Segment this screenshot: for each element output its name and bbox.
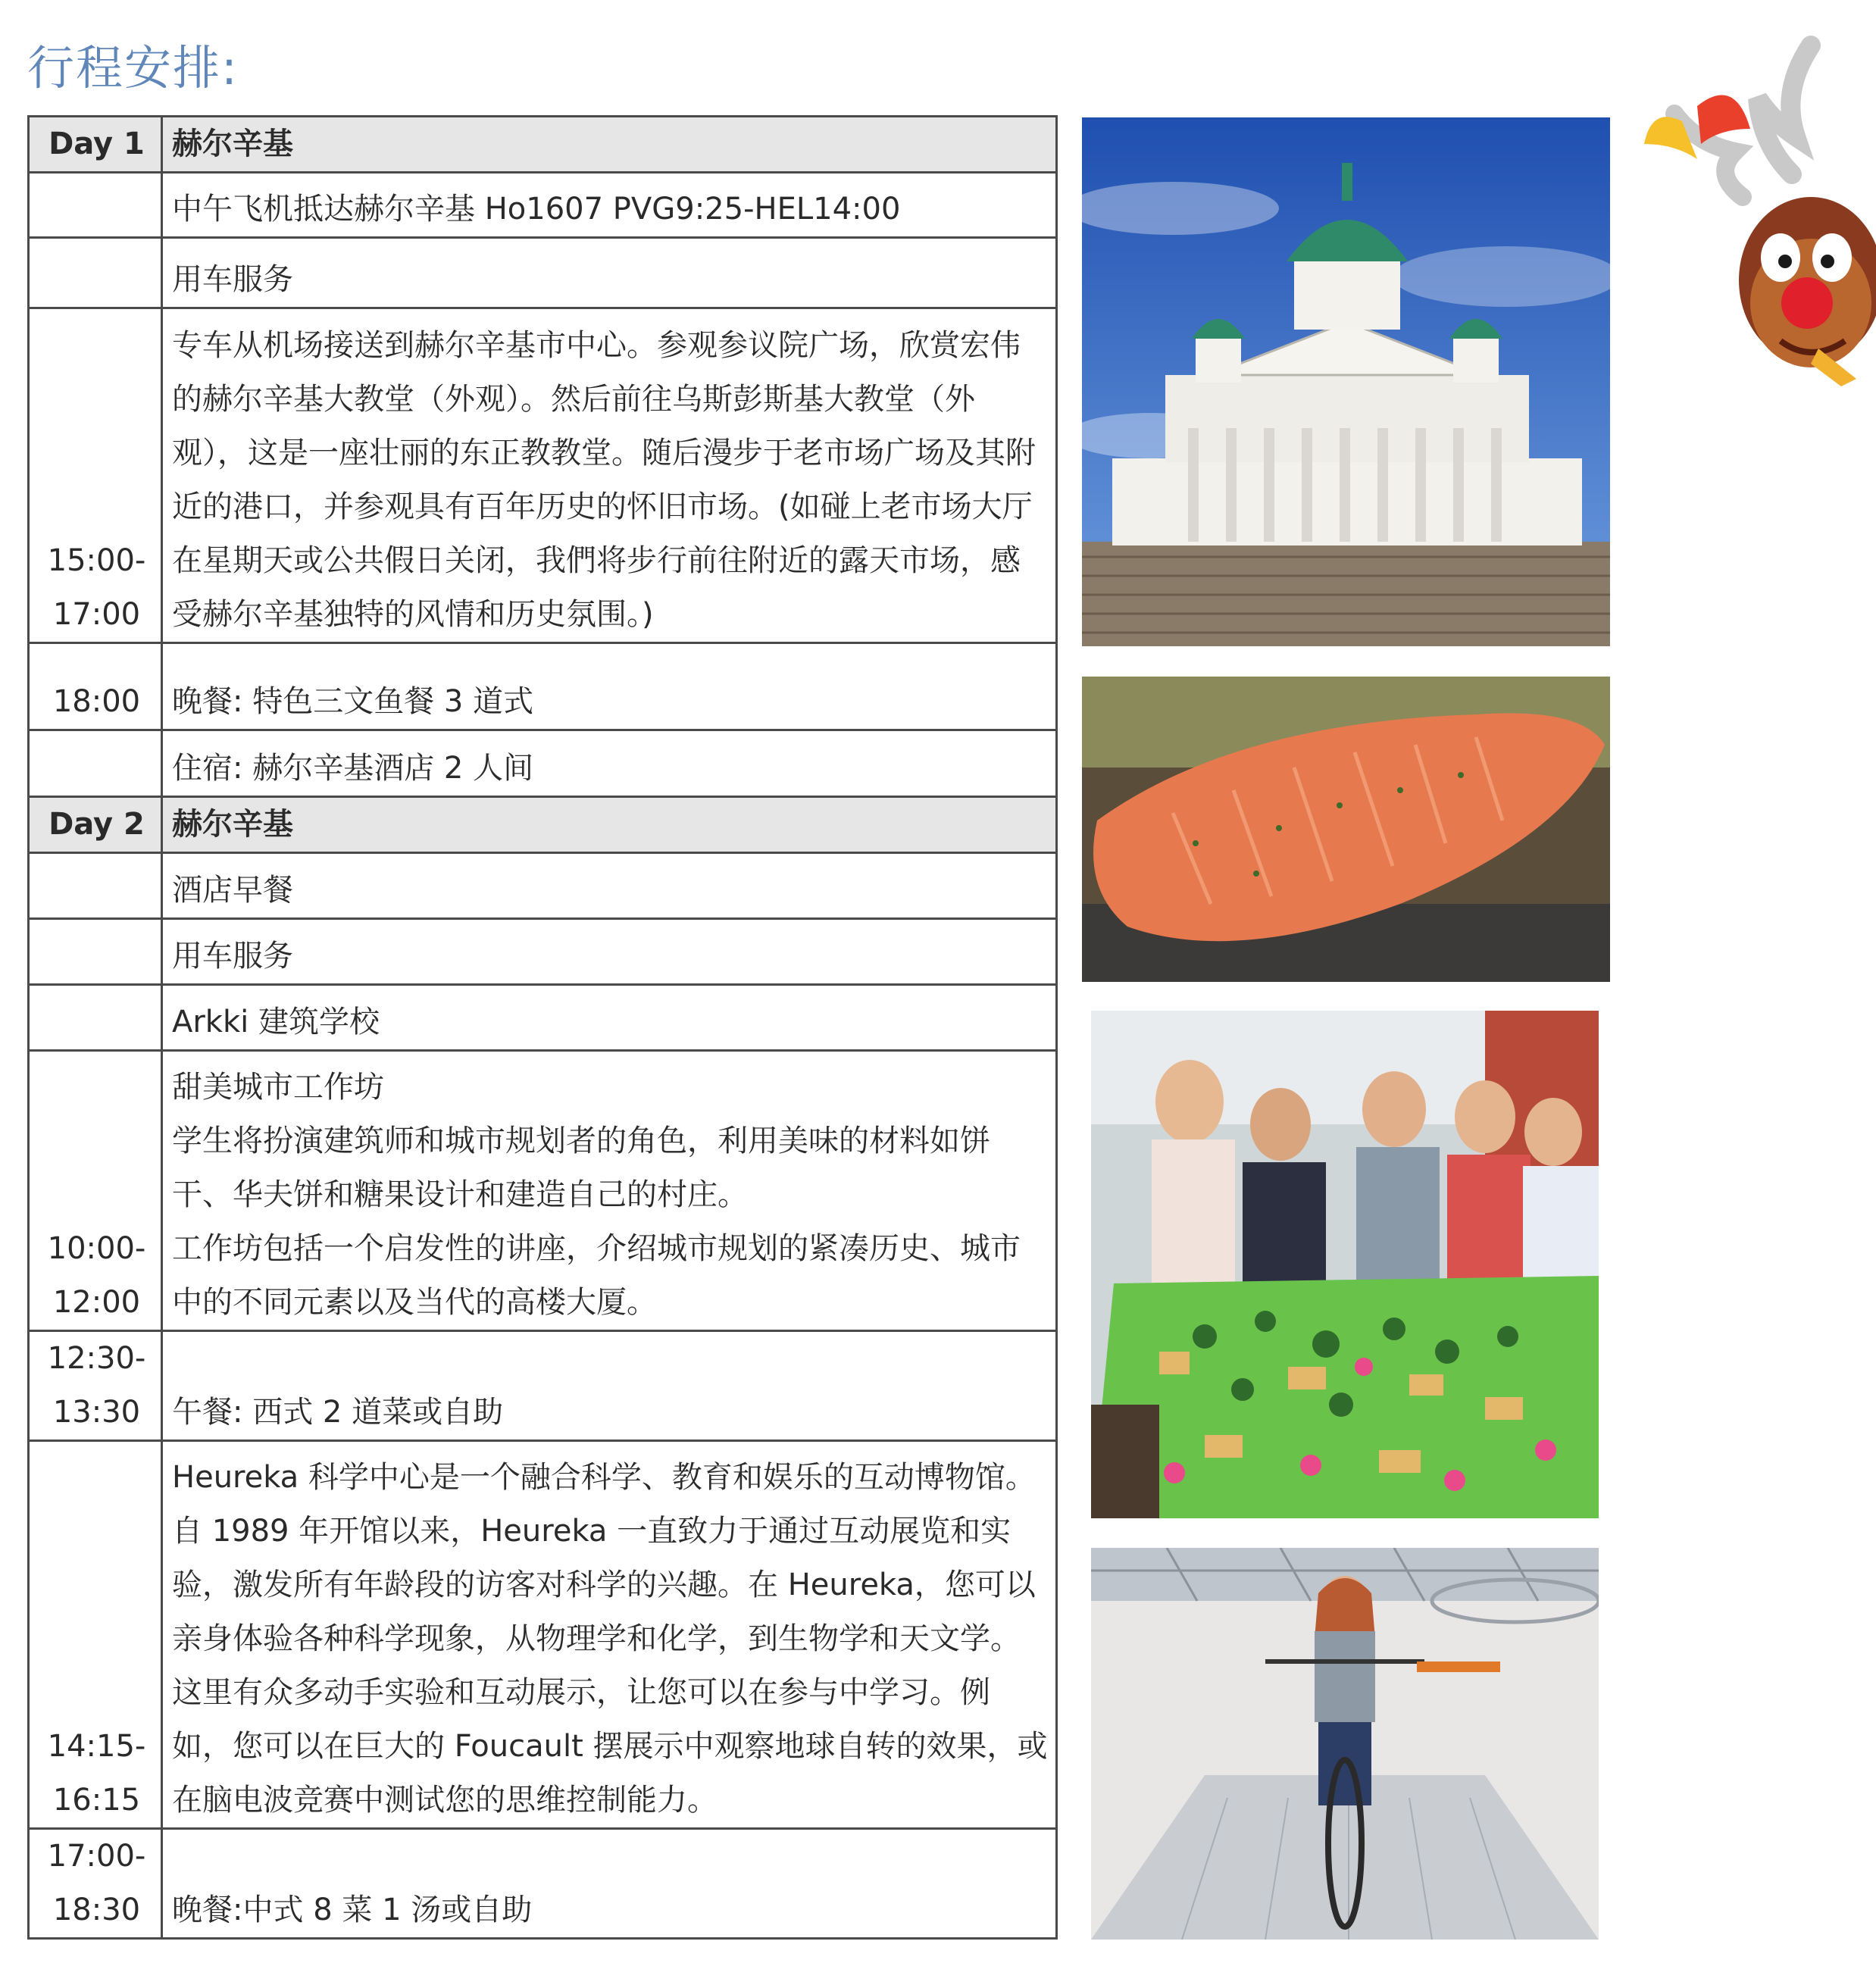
row-time: 15:00- 17:00 bbox=[29, 308, 162, 643]
table-row bbox=[29, 1441, 1057, 1829]
table-row bbox=[29, 308, 1057, 643]
row-text: 住宿: 赫尔辛基酒店 2 人间 bbox=[162, 730, 1057, 797]
row-text: 晚餐: 特色三文鱼餐 3 道式 bbox=[162, 643, 1057, 730]
workshop-photo bbox=[1091, 1011, 1599, 1518]
table-row bbox=[29, 173, 1057, 238]
page-title: 行程安排: bbox=[27, 40, 239, 95]
row-text: 用车服务 bbox=[162, 238, 1057, 308]
row-time: 14:15- 16:15 bbox=[29, 1441, 162, 1829]
reindeer-illustration bbox=[1629, 30, 1876, 386]
workshop-title: 甜美城市工作坊 bbox=[172, 1070, 384, 1105]
day-label: Day 1 bbox=[29, 117, 162, 173]
row-text bbox=[162, 1051, 1057, 1331]
table-row bbox=[29, 1331, 1057, 1441]
day-header-row bbox=[29, 117, 1057, 173]
table-row bbox=[29, 643, 1057, 730]
table-row bbox=[29, 919, 1057, 985]
row-text: 中午飞机抵达赫尔辛基 Ho1607 PVG9:25-HEL14:00 bbox=[162, 173, 1057, 238]
row-time bbox=[29, 730, 162, 797]
salmon-photo bbox=[1082, 677, 1610, 982]
heureka-photo bbox=[1091, 1548, 1599, 1940]
row-text: 专车从机场接送到赫尔辛基市中心。参观参议院广场，欣赏宏伟的赫尔辛基大教堂（外观）。然后前往乌斯彭斯基大教堂（外观），这是一座壮丽的东正教教堂。随后漫步于老市场广场及其附近的港口，并参观具有百年历史的怀旧市场。(如碰上老市场大厅在星期天或公共假日关闭，我們将步行前往附近的露天市场，感受赫尔辛基独特的风情和历史氛围。) bbox=[162, 308, 1057, 643]
itinerary-table bbox=[27, 115, 1058, 1940]
workshop-lecture: 工作坊包括一个启发性的讲座，介绍城市规划的紧凑历史、城市中的不同元素以及当代的高楼大厦。 bbox=[172, 1231, 1021, 1320]
row-time: 10:00- 12:00 bbox=[29, 1051, 162, 1331]
table-row bbox=[29, 985, 1057, 1051]
row-time bbox=[29, 173, 162, 238]
day-label: Day 2 bbox=[29, 797, 162, 853]
day-city: 赫尔辛基 bbox=[162, 117, 1057, 173]
row-time bbox=[29, 919, 162, 985]
table-row bbox=[29, 853, 1057, 919]
table-row bbox=[29, 1829, 1057, 1939]
row-text: Heureka 科学中心是一个融合科学、教育和娱乐的互动博物馆。自 1989 年开馆以来，Heureka 一直致力于通过互动展览和实验，激发所有年龄段的访客对科学的兴趣。在 Heureka，您可以亲身体验各种科学现象，从物理学和化学，到生物学和天文学。这里有众多动手实验和互动展示，让您可以在参与中学习。例如，您可以在巨大的 Foucault 摆展示中观察地球自转的效果，或在脑电波竞赛中测试您的思维控制能力。 bbox=[162, 1441, 1057, 1829]
row-time: 17:00- 18:30 bbox=[29, 1829, 162, 1939]
day-city: 赫尔辛基 bbox=[162, 797, 1057, 853]
row-time bbox=[29, 238, 162, 308]
row-text: 用车服务 bbox=[162, 919, 1057, 985]
table-row bbox=[29, 238, 1057, 308]
table-row bbox=[29, 1051, 1057, 1331]
row-time: 12:30- 13:30 bbox=[29, 1331, 162, 1441]
row-time: 18:00 bbox=[29, 643, 162, 730]
row-text: 午餐: 西式 2 道菜或自助 bbox=[162, 1331, 1057, 1441]
row-time bbox=[29, 853, 162, 919]
row-text: 酒店早餐 bbox=[162, 853, 1057, 919]
table-row bbox=[29, 730, 1057, 797]
row-time bbox=[29, 985, 162, 1051]
workshop-description: 学生将扮演建筑师和城市规划者的角色，利用美味的材料如饼干、华夫饼和糖果设计和建造自己的村庄。 bbox=[172, 1124, 990, 1212]
row-text: 晚餐:中式 8 菜 1 汤或自助 bbox=[162, 1829, 1057, 1939]
row-text: Arkki 建筑学校 bbox=[162, 985, 1057, 1051]
cathedral-photo bbox=[1082, 117, 1610, 646]
day-header-row bbox=[29, 797, 1057, 853]
